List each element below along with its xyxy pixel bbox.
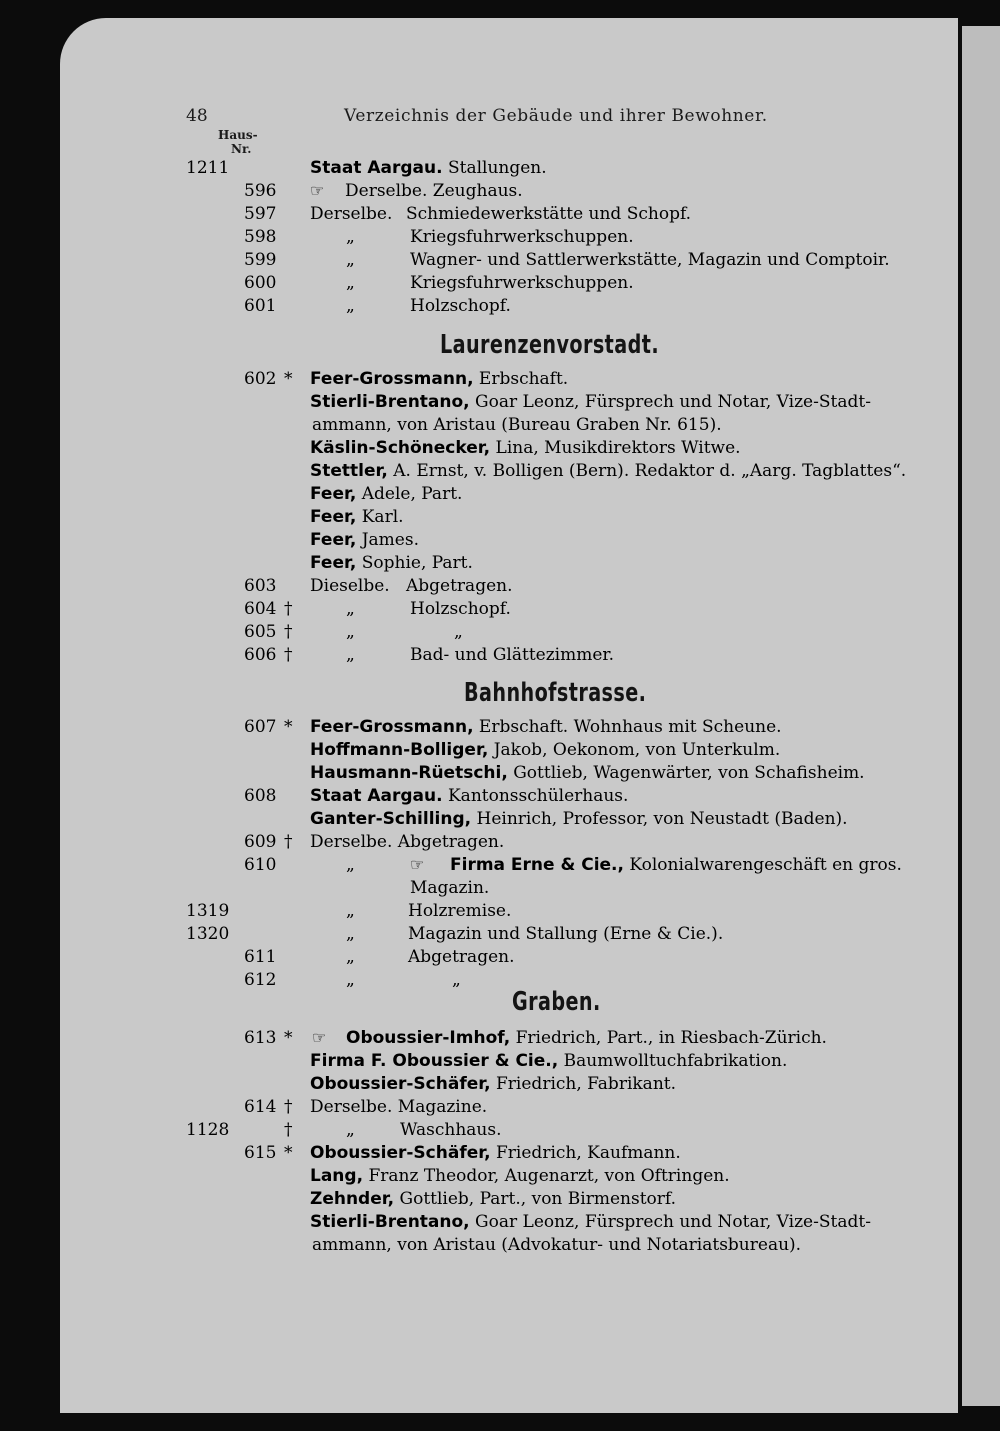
resident-name: Feer, — [310, 530, 357, 550]
house-number: 602 — [244, 369, 277, 389]
entry-row — [0, 1074, 1000, 1097]
house-number: 609 — [244, 832, 277, 852]
entry-mark: * — [284, 369, 293, 389]
entry-detail: Holzschopf. — [410, 296, 511, 316]
ditto-mark: „ — [454, 622, 463, 642]
entry-row — [0, 1235, 1000, 1258]
house-number: 614 — [244, 1097, 277, 1117]
entry-text: Erbschaft. Wohnhaus mit Scheune. — [473, 717, 782, 737]
resident-name: Stierli-Brentano, — [310, 392, 470, 412]
resident-name: Firma Erne & Cie., — [450, 855, 624, 875]
resident-name: Feer, — [310, 507, 357, 527]
ditto-mark: „ — [346, 296, 355, 316]
section-heading-bahnhofstrasse: Bahnhofstrasse. — [464, 678, 647, 708]
entry-row — [0, 530, 1000, 553]
resident-name: Zehnder, — [310, 1189, 395, 1209]
entry-text: Kantonsschülerhaus. — [442, 786, 629, 806]
entry-text: Friedrich, Kaufmann. — [490, 1143, 681, 1163]
entry-text: Friedrich, Fabrikant. — [490, 1074, 676, 1094]
entry-text: Stallungen. — [442, 158, 547, 178]
hand-pointer-icon: ☞ — [310, 181, 325, 200]
resident-name: Oboussier-Imhof, — [346, 1028, 511, 1048]
entry-text: Friedrich, Part., in Riesbach-Zürich. — [510, 1028, 827, 1048]
house-number: 597 — [244, 204, 277, 224]
entry-mark: † — [284, 622, 293, 642]
entry-row — [0, 415, 1000, 438]
house-number: 1319 — [186, 901, 230, 921]
ditto-mark: „ — [346, 970, 355, 990]
house-number: 596 — [244, 181, 277, 201]
entry-row — [0, 901, 1000, 924]
entry-row — [0, 507, 1000, 530]
entry-text: Lina, Musikdirektors Witwe. — [490, 438, 741, 458]
house-number: 601 — [244, 296, 277, 316]
entry-row — [0, 553, 1000, 576]
entry-row — [0, 273, 1000, 296]
entry-text: Franz Theodor, Augenarzt, von Oftringen. — [363, 1166, 730, 1186]
house-number: 1320 — [186, 924, 230, 944]
entry-text: ammann, von Aristau (Advokatur- und Notariatsbureau). — [312, 1235, 802, 1255]
ditto-mark: „ — [346, 645, 355, 665]
entry-row — [0, 622, 1000, 645]
entry-mark: † — [284, 645, 293, 665]
running-title: Verzeichnis der Gebäude und ihrer Bewohner. — [344, 106, 768, 126]
entry-mark: † — [284, 599, 293, 619]
house-number: 611 — [244, 947, 277, 967]
entry-text: Derselbe. Abgetragen. — [310, 832, 505, 852]
ditto-mark: „ — [346, 273, 355, 293]
house-number: 603 — [244, 576, 277, 596]
entry-mark: † — [284, 1120, 293, 1140]
resident-name: Staat Aargau. — [310, 158, 443, 178]
entry-text: Magazin und Stallung (Erne & Cie.). — [408, 924, 724, 944]
house-number: 608 — [244, 786, 277, 806]
house-number: 610 — [244, 855, 277, 875]
entry-row — [0, 645, 1000, 668]
entry-text: ammann, von Aristau (Bureau Graben Nr. 615). — [312, 415, 722, 435]
entry-row — [0, 1120, 1000, 1143]
entry-row — [0, 1143, 1000, 1166]
entry-row — [0, 181, 1000, 204]
section-heading-graben: Graben. — [512, 987, 601, 1017]
ditto-mark: „ — [346, 1120, 355, 1140]
house-number: 604 — [244, 599, 277, 619]
entry-row — [0, 1212, 1000, 1235]
entry-row — [0, 1051, 1000, 1074]
ditto-mark: „ — [346, 901, 355, 921]
column-label-haus: Haus- — [218, 128, 258, 142]
entry-text: Sophie, Part. — [356, 553, 473, 573]
house-number: 605 — [244, 622, 277, 642]
entry-mark: † — [284, 1097, 293, 1117]
entry-mark: † — [284, 832, 293, 852]
house-number: 598 — [244, 227, 277, 247]
entry-text: Holzremise. — [408, 901, 512, 921]
house-number: 613 — [244, 1028, 277, 1048]
entry-text: Goar Leonz, Fürsprech und Notar, Vize-Stadt- — [469, 1212, 871, 1232]
entry-row — [0, 786, 1000, 809]
entry-row — [0, 484, 1000, 507]
resident-name: Firma F. Oboussier & Cie., — [310, 1051, 559, 1071]
house-number: 1211 — [186, 158, 230, 178]
entry-text: Jakob, Oekonom, von Unterkulm. — [488, 740, 781, 760]
entry-row — [0, 809, 1000, 832]
entry-detail: Wagner- und Sattlerwerkstätte, Magazin und Comptoir. — [410, 250, 890, 270]
resident-name: Stierli-Brentano, — [310, 1212, 470, 1232]
house-number: 615 — [244, 1143, 277, 1163]
ditto-mark: „ — [346, 947, 355, 967]
ditto-mark: „ — [346, 622, 355, 642]
entry-text: Erbschaft. — [473, 369, 569, 389]
entry-text: Derselbe. — [310, 204, 393, 224]
ditto-mark: „ — [346, 924, 355, 944]
entry-text: Karl. — [356, 507, 404, 527]
resident-name: Oboussier-Schäfer, — [310, 1074, 491, 1094]
resident-name: Stettler, — [310, 461, 388, 481]
entry-text: Kolonialwarengeschäft en gros. — [623, 855, 902, 875]
entry-detail: Kriegsfuhrwerkschuppen. — [410, 227, 634, 247]
entry-row — [0, 1097, 1000, 1120]
entry-row — [0, 250, 1000, 273]
entry-text: Waschhaus. — [400, 1120, 502, 1140]
entry-text: Magazin. — [410, 878, 490, 898]
resident-name: Staat Aargau. — [310, 786, 443, 806]
entry-row — [0, 740, 1000, 763]
page-number: 48 — [186, 106, 208, 126]
entry-text: Gottlieb, Wagenwärter, von Schafisheim. — [507, 763, 865, 783]
entry-text: Derselbe. Magazine. — [310, 1097, 488, 1117]
entry-row — [0, 461, 1000, 484]
entry-row — [0, 855, 1000, 878]
entry-text: Heinrich, Professor, von Neustadt (Baden). — [471, 809, 848, 829]
section-heading-laurenzenvorstadt: Laurenzenvorstadt. — [440, 330, 660, 360]
entry-mark: * — [284, 1028, 293, 1048]
entry-row — [0, 763, 1000, 786]
ditto-mark: „ — [452, 970, 461, 990]
entry-mark: * — [284, 1143, 293, 1163]
entry-text: Goar Leonz, Fürsprech und Notar, Vize-Stadt- — [469, 392, 871, 412]
ditto-mark: „ — [346, 250, 355, 270]
resident-name: Feer, — [310, 484, 357, 504]
entry-text: Abgetragen. — [408, 947, 515, 967]
house-number: 1128 — [186, 1120, 230, 1140]
house-number: 607 — [244, 717, 277, 737]
house-number: 612 — [244, 970, 277, 990]
resident-name: Lang, — [310, 1166, 364, 1186]
resident-name: Feer, — [310, 553, 357, 573]
entry-row — [0, 576, 1000, 599]
entry-row — [0, 392, 1000, 415]
entry-text: Derselbe. Zeughaus. — [345, 181, 523, 201]
entry-row — [0, 717, 1000, 740]
entry-text: James. — [356, 530, 419, 550]
resident-name: Käslin-Schönecker, — [310, 438, 491, 458]
entry-text: A. Ernst, v. Bolligen (Bern). Redaktor d. „Aarg. Tagblattes“. — [387, 461, 907, 481]
entry-row — [0, 970, 1000, 993]
house-number: 600 — [244, 273, 277, 293]
resident-name: Feer-Grossmann, — [310, 717, 474, 737]
entry-row — [0, 947, 1000, 970]
entry-row — [0, 599, 1000, 622]
entry-row — [0, 832, 1000, 855]
entry-row — [0, 158, 1000, 181]
entry-row — [0, 878, 1000, 901]
resident-name: Hoffmann-Bolliger, — [310, 740, 489, 760]
house-number: 599 — [244, 250, 277, 270]
entry-row — [0, 296, 1000, 319]
entry-row — [0, 1189, 1000, 1212]
entry-row — [0, 227, 1000, 250]
entry-text: Baumwolltuchfabrikation. — [558, 1051, 788, 1071]
entry-detail: Kriegsfuhrwerkschuppen. — [410, 273, 634, 293]
resident-name: Hausmann-Rüetschi, — [310, 763, 508, 783]
entry-text: Adele, Part. — [356, 484, 463, 504]
ditto-mark: „ — [346, 227, 355, 247]
entry-detail: Holzschopf. — [410, 599, 511, 619]
entry-detail: Schmiedewerkstätte und Schopf. — [406, 204, 692, 224]
entry-mark: * — [284, 717, 293, 737]
entry-detail: Abgetragen. — [406, 576, 513, 596]
hand-pointer-icon: ☞ — [312, 1028, 327, 1047]
entry-text: Dieselbe. — [310, 576, 390, 596]
entry-row — [0, 924, 1000, 947]
ditto-mark: „ — [346, 855, 355, 875]
entry-row — [0, 1028, 1000, 1051]
house-number: 606 — [244, 645, 277, 665]
entry-row — [0, 438, 1000, 461]
entry-text: Gottlieb, Part., von Birmenstorf. — [394, 1189, 676, 1209]
entry-row — [0, 369, 1000, 392]
entry-detail: Bad- und Glättezimmer. — [410, 645, 615, 665]
entry-row — [0, 1166, 1000, 1189]
column-label-nr: Nr. — [231, 142, 252, 156]
ditto-mark: „ — [346, 599, 355, 619]
hand-pointer-icon: ☞ — [410, 855, 425, 874]
entry-row — [0, 204, 1000, 227]
resident-name: Ganter-Schilling, — [310, 809, 472, 829]
resident-name: Oboussier-Schäfer, — [310, 1143, 491, 1163]
resident-name: Feer-Grossmann, — [310, 369, 474, 389]
